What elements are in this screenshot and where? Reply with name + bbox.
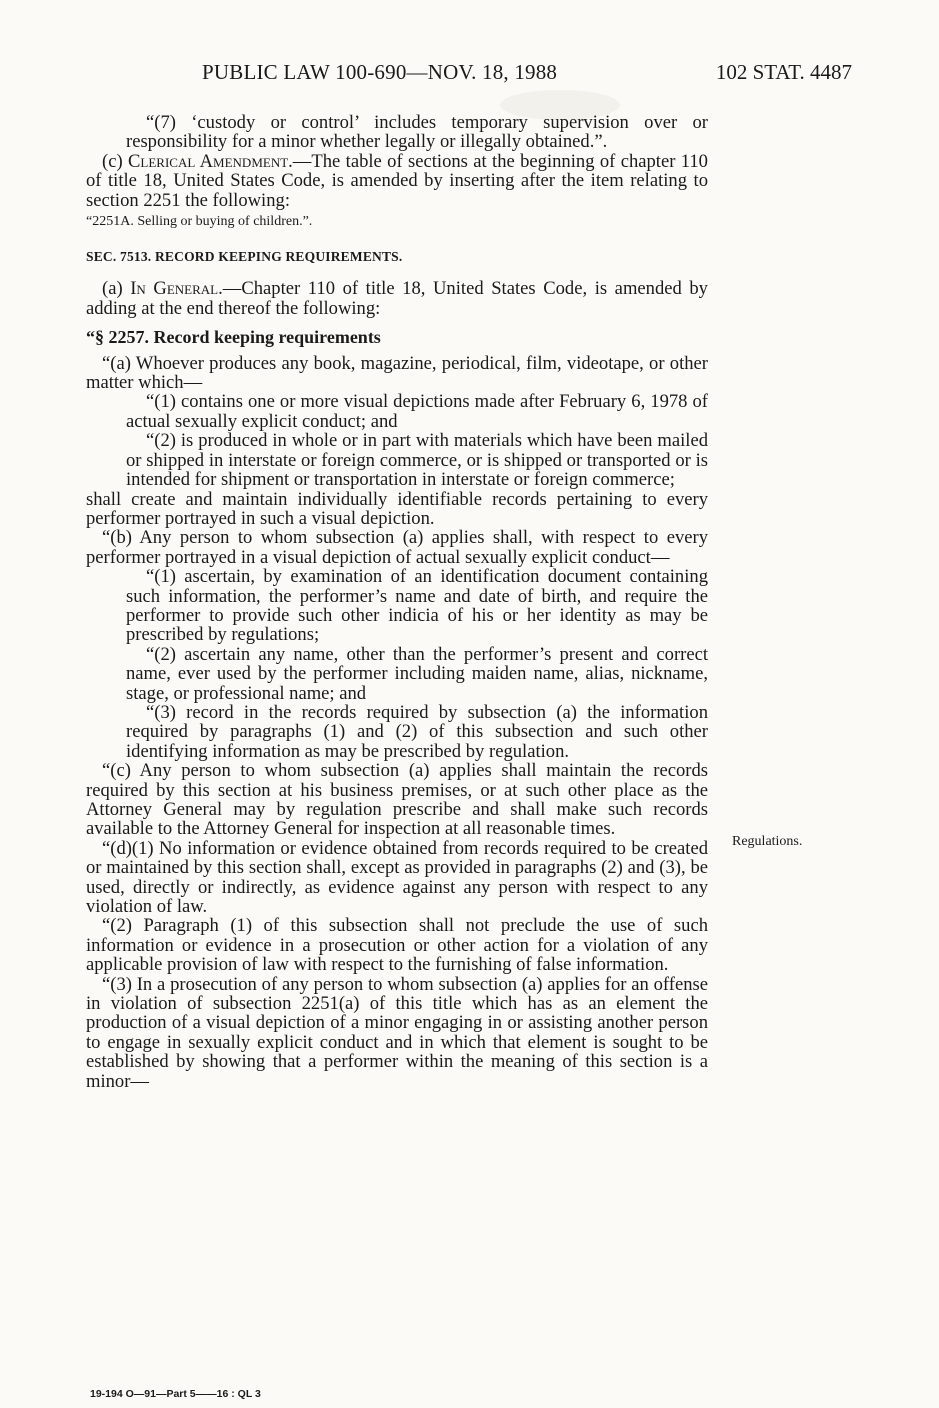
running-head: PUBLIC LAW 100-690—NOV. 18, 1988 — [202, 60, 558, 84]
clause-d1: “(d)(1) No information or evidence obtained from records required to be created or maintained by this section shall, except as provided in paragraphs (2) and (3), be used, directly or indirectly, as evidence against any person with respect to any violation of law. — [86, 837, 708, 918]
clause-d2: “(2) Paragraph (1) of this subsection shall not preclude the use of such information or evidence in a prosecution or other action for a violation of any applicable provision of law with respect to the furnishing of false information. — [86, 915, 708, 976]
clause-a2: “(2) is produced in whole or in part with materials which have been mailed or shipped in interstate or foreign commerce, or is shipped or transported or is intended for shipment or transportation in interstate or foreign commerce; — [126, 430, 708, 491]
margin-note-regulations: Regulations. — [732, 834, 803, 849]
law-text — [86, 113, 708, 1091]
clause-a: “(a) Whoever produces any book, magazine, periodical, film, videotape, or other matter which— — [86, 352, 708, 394]
clause-a1: “(1) contains one or more visual depictions made after February 6, 1978 of actual sexually explicit conduct; and — [126, 391, 708, 432]
section-2257-title: “§ 2257. Record keeping requirements — [86, 327, 381, 348]
page-header — [86, 60, 852, 90]
clause-d3: “(3) In a prosecution of any person to whom subsection (a) applies for an offense in violation of subsection 2251(a) of this title which has as an element the production of a visual depiction of a minor engaging in or assisting another person to engage in sexually explicit conduct and in which that element is sought to be established by showing that a performer within the meaning of this section is a minor— — [86, 973, 708, 1092]
stat-page-number: 102 STAT. 4487 — [715, 60, 852, 84]
clause-b1: “(1) ascertain, by examination of an identification document containing such information, the performer’s name and date of birth, and require the performer to provide such other indicia of his or her identity as may be prescribed by regulations; — [126, 566, 708, 646]
paragraph-7: “(7) ‘custody or control’ includes temporary supervision over or responsibility for a minor whether legally or illegally obtained.”. — [126, 112, 708, 153]
in-general-heading: In General — [130, 278, 219, 300]
table-entry: “2251A. Selling or buying of children.”. — [86, 214, 313, 230]
clause-b2: “(2) ascertain any name, other than the performer’s present and correct name, ever used by the performer including maiden name, alias, nickname, stage, or professional name; and — [126, 643, 708, 704]
print-code-footer: 19-194 O—91—Part 5——16 : QL 3 — [90, 1388, 261, 1400]
clerical-amendment-heading: Clerical Amendment — [128, 150, 289, 172]
section-heading: SEC. 7513. RECORD KEEPING REQUIREMENTS. — [86, 249, 403, 265]
clause-a-close: shall create and maintain individually identifiable records pertaining to every performer portrayed in such a visual depiction. — [86, 488, 708, 529]
clause-b3: “(3) record in the records required by subsection (a) the information required by paragraphs (1) and (2) of this subsection and such other identifying information as may be prescribed by regulation. — [126, 701, 708, 762]
subsection-c: (c) Clerical Amendment.—The table of sections at the beginning of chapter 110 of title 18, United States Code, is amended by inserting after the item relating to section 2251 the following: — [86, 150, 708, 211]
clause-c: “(c) Any person to whom subsection (a) applies shall maintain the records required by this section at his business premises, or at such other place as the Attorney General may by regulation prescribe and shall make such records available to the Attorney General for inspection at all reasonable times. — [86, 760, 708, 840]
clause-b: “(b) Any person to whom subsection (a) applies shall, with respect to every performer portrayed in a visual depiction of actual sexually explicit conduct— — [86, 527, 708, 568]
subsection-a-general: (a) In General.—Chapter 110 of title 18, United States Code, is amended by adding at the end thereof the following: — [86, 278, 708, 319]
